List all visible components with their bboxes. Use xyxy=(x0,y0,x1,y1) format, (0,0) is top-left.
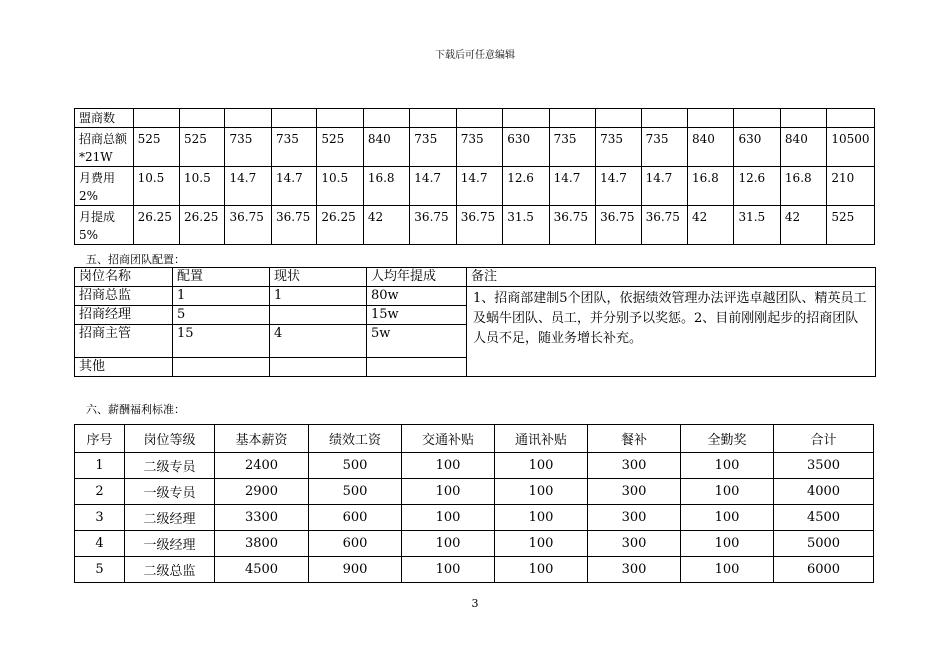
cell: 4000 xyxy=(774,479,874,505)
cell: 840 xyxy=(780,128,826,167)
cell xyxy=(180,109,225,128)
cell: 100 xyxy=(495,505,588,531)
header-cell: 序号 xyxy=(75,425,125,453)
cell: 一级专员 xyxy=(125,479,215,505)
page-number: 3 xyxy=(471,597,479,610)
cell: 100 xyxy=(402,557,495,583)
cell: 100 xyxy=(681,453,774,479)
cell: 16.8 xyxy=(688,167,734,206)
cell: 5000 xyxy=(774,531,874,557)
cell: 2 xyxy=(75,479,125,505)
header-cell: 岗位名称 xyxy=(75,268,173,287)
cell: 100 xyxy=(495,479,588,505)
cell: 735 xyxy=(225,128,271,167)
cell: 300 xyxy=(588,479,681,505)
header-note: 下载后可任意编辑 xyxy=(435,50,515,61)
cell: 2900 xyxy=(215,479,309,505)
cell: 36.75 xyxy=(225,206,271,245)
cell: 31.5 xyxy=(734,206,780,245)
table-row xyxy=(75,557,874,583)
cell: 二级经理 xyxy=(125,505,215,531)
cell: 15w xyxy=(367,306,467,325)
cell: 630 xyxy=(734,128,780,167)
cell: 300 xyxy=(588,505,681,531)
cell: 100 xyxy=(681,505,774,531)
cell xyxy=(780,109,826,128)
cell: 1 xyxy=(270,287,367,306)
cell xyxy=(225,109,271,128)
cell: 735 xyxy=(410,128,456,167)
cell: 14.7 xyxy=(410,167,456,206)
header-cell: 合计 xyxy=(774,425,874,453)
cell: 600 xyxy=(309,531,402,557)
table-row xyxy=(75,505,874,531)
header-cell: 通讯补贴 xyxy=(495,425,588,453)
cell: 4 xyxy=(75,531,125,557)
cell: 500 xyxy=(309,479,402,505)
row-label: 月费用2% xyxy=(75,167,134,206)
cell: 16.8 xyxy=(363,167,409,206)
header-cell: 餐补 xyxy=(588,425,681,453)
cell: 1 xyxy=(173,287,270,306)
table-row xyxy=(75,206,875,245)
cell: 100 xyxy=(681,557,774,583)
cell: 26.25 xyxy=(180,206,225,245)
header-cell: 绩效工资 xyxy=(309,425,402,453)
cell: 一级经理 xyxy=(125,531,215,557)
cell: 735 xyxy=(549,128,595,167)
cell: 36.75 xyxy=(641,206,687,245)
cell: 100 xyxy=(495,531,588,557)
cell: 600 xyxy=(309,505,402,531)
cell: 4500 xyxy=(774,505,874,531)
cell xyxy=(734,109,780,128)
cell: 5 xyxy=(173,306,270,325)
cell xyxy=(641,109,687,128)
cell: 5w xyxy=(367,325,467,358)
cell: 4 xyxy=(270,325,367,358)
cell: 2400 xyxy=(215,453,309,479)
row-label: 月提成5% xyxy=(75,206,134,245)
header-cell: 人均年提成 xyxy=(367,268,467,287)
cell: 100 xyxy=(402,505,495,531)
table-row xyxy=(75,453,874,479)
table-row xyxy=(75,109,875,128)
cell: 100 xyxy=(495,453,588,479)
cell xyxy=(133,109,179,128)
cell: 100 xyxy=(402,531,495,557)
cell: 12.6 xyxy=(734,167,780,206)
cell: 15 xyxy=(173,325,270,358)
cell: 10.5 xyxy=(317,167,363,206)
cell: 735 xyxy=(641,128,687,167)
header-row xyxy=(75,425,874,453)
cell xyxy=(363,109,409,128)
cell xyxy=(503,109,549,128)
cell: 840 xyxy=(363,128,409,167)
cell: 42 xyxy=(688,206,734,245)
cell xyxy=(367,358,467,377)
cell: 525 xyxy=(827,206,875,245)
cell: 300 xyxy=(588,557,681,583)
table-row xyxy=(75,531,874,557)
cell xyxy=(173,358,270,377)
table-row xyxy=(75,479,874,505)
cell: 14.7 xyxy=(549,167,595,206)
cell: 300 xyxy=(588,453,681,479)
cell: 招商经理 xyxy=(75,306,173,325)
header-cell: 现状 xyxy=(270,268,367,287)
cell: 4500 xyxy=(215,557,309,583)
cell: 36.75 xyxy=(271,206,316,245)
cell: 14.7 xyxy=(271,167,316,206)
cell: 300 xyxy=(588,531,681,557)
cell: 10.5 xyxy=(133,167,179,206)
cell: 14.7 xyxy=(596,167,641,206)
cell xyxy=(596,109,641,128)
cell: 招商主管 xyxy=(75,325,173,358)
table-row xyxy=(75,167,875,206)
cell: 31.5 xyxy=(503,206,549,245)
cell xyxy=(271,109,316,128)
cell xyxy=(549,109,595,128)
header-cell: 基本薪资 xyxy=(215,425,309,453)
cell: 3300 xyxy=(215,505,309,531)
note-cell: 1、招商部建制5个团队，依据绩效管理办法评选卓越团队、精英员工及蜗牛团队、员工，并分别予以奖惩。2、目前刚刚起步的招商团队人员不足，随业务增长补充。 xyxy=(467,287,876,377)
cell: 525 xyxy=(133,128,179,167)
cell xyxy=(317,109,363,128)
row-label: 盟商数 xyxy=(75,109,134,128)
cell xyxy=(827,109,875,128)
cell xyxy=(688,109,734,128)
cell xyxy=(456,109,502,128)
cell: 10500 xyxy=(827,128,875,167)
cell xyxy=(270,358,367,377)
cell: 36.75 xyxy=(456,206,502,245)
salary-table xyxy=(74,424,874,583)
investment-table xyxy=(74,108,875,245)
cell: 630 xyxy=(503,128,549,167)
cell: 二级总监 xyxy=(125,557,215,583)
cell: 6000 xyxy=(774,557,874,583)
cell xyxy=(270,306,367,325)
header-cell: 配置 xyxy=(173,268,270,287)
cell xyxy=(410,109,456,128)
cell: 14.7 xyxy=(641,167,687,206)
cell: 36.75 xyxy=(410,206,456,245)
cell: 735 xyxy=(596,128,641,167)
cell: 招商总监 xyxy=(75,287,173,306)
table-row xyxy=(75,128,875,167)
cell: 735 xyxy=(456,128,502,167)
header-cell: 备注 xyxy=(467,268,876,287)
cell: 14.7 xyxy=(225,167,271,206)
header-cell: 岗位等级 xyxy=(125,425,215,453)
cell: 26.25 xyxy=(133,206,179,245)
team-config-table xyxy=(74,267,876,377)
cell: 3 xyxy=(75,505,125,531)
cell: 36.75 xyxy=(549,206,595,245)
section5-title: 五、招商团队配置： xyxy=(86,253,185,266)
cell: 14.7 xyxy=(456,167,502,206)
cell: 二级专员 xyxy=(125,453,215,479)
header-cell: 交通补贴 xyxy=(402,425,495,453)
cell: 210 xyxy=(827,167,875,206)
cell: 1 xyxy=(75,453,125,479)
cell: 3800 xyxy=(215,531,309,557)
cell: 100 xyxy=(402,453,495,479)
cell: 100 xyxy=(495,557,588,583)
cell: 525 xyxy=(180,128,225,167)
header-cell: 全勤奖 xyxy=(681,425,774,453)
cell: 42 xyxy=(363,206,409,245)
cell: 735 xyxy=(271,128,316,167)
cell: 500 xyxy=(309,453,402,479)
section6-title: 六、薪酬福利标准： xyxy=(86,403,185,416)
cell: 42 xyxy=(780,206,826,245)
cell: 16.8 xyxy=(780,167,826,206)
cell: 840 xyxy=(688,128,734,167)
cell: 12.6 xyxy=(503,167,549,206)
cell: 100 xyxy=(681,479,774,505)
cell: 10.5 xyxy=(180,167,225,206)
cell: 100 xyxy=(681,531,774,557)
cell: 80w xyxy=(367,287,467,306)
cell: 36.75 xyxy=(596,206,641,245)
cell: 3500 xyxy=(774,453,874,479)
row-label: 招商总额*21W xyxy=(75,128,134,167)
cell: 900 xyxy=(309,557,402,583)
cell: 26.25 xyxy=(317,206,363,245)
cell: 100 xyxy=(402,479,495,505)
cell: 5 xyxy=(75,557,125,583)
cell: 525 xyxy=(317,128,363,167)
cell: 其他 xyxy=(75,358,173,377)
